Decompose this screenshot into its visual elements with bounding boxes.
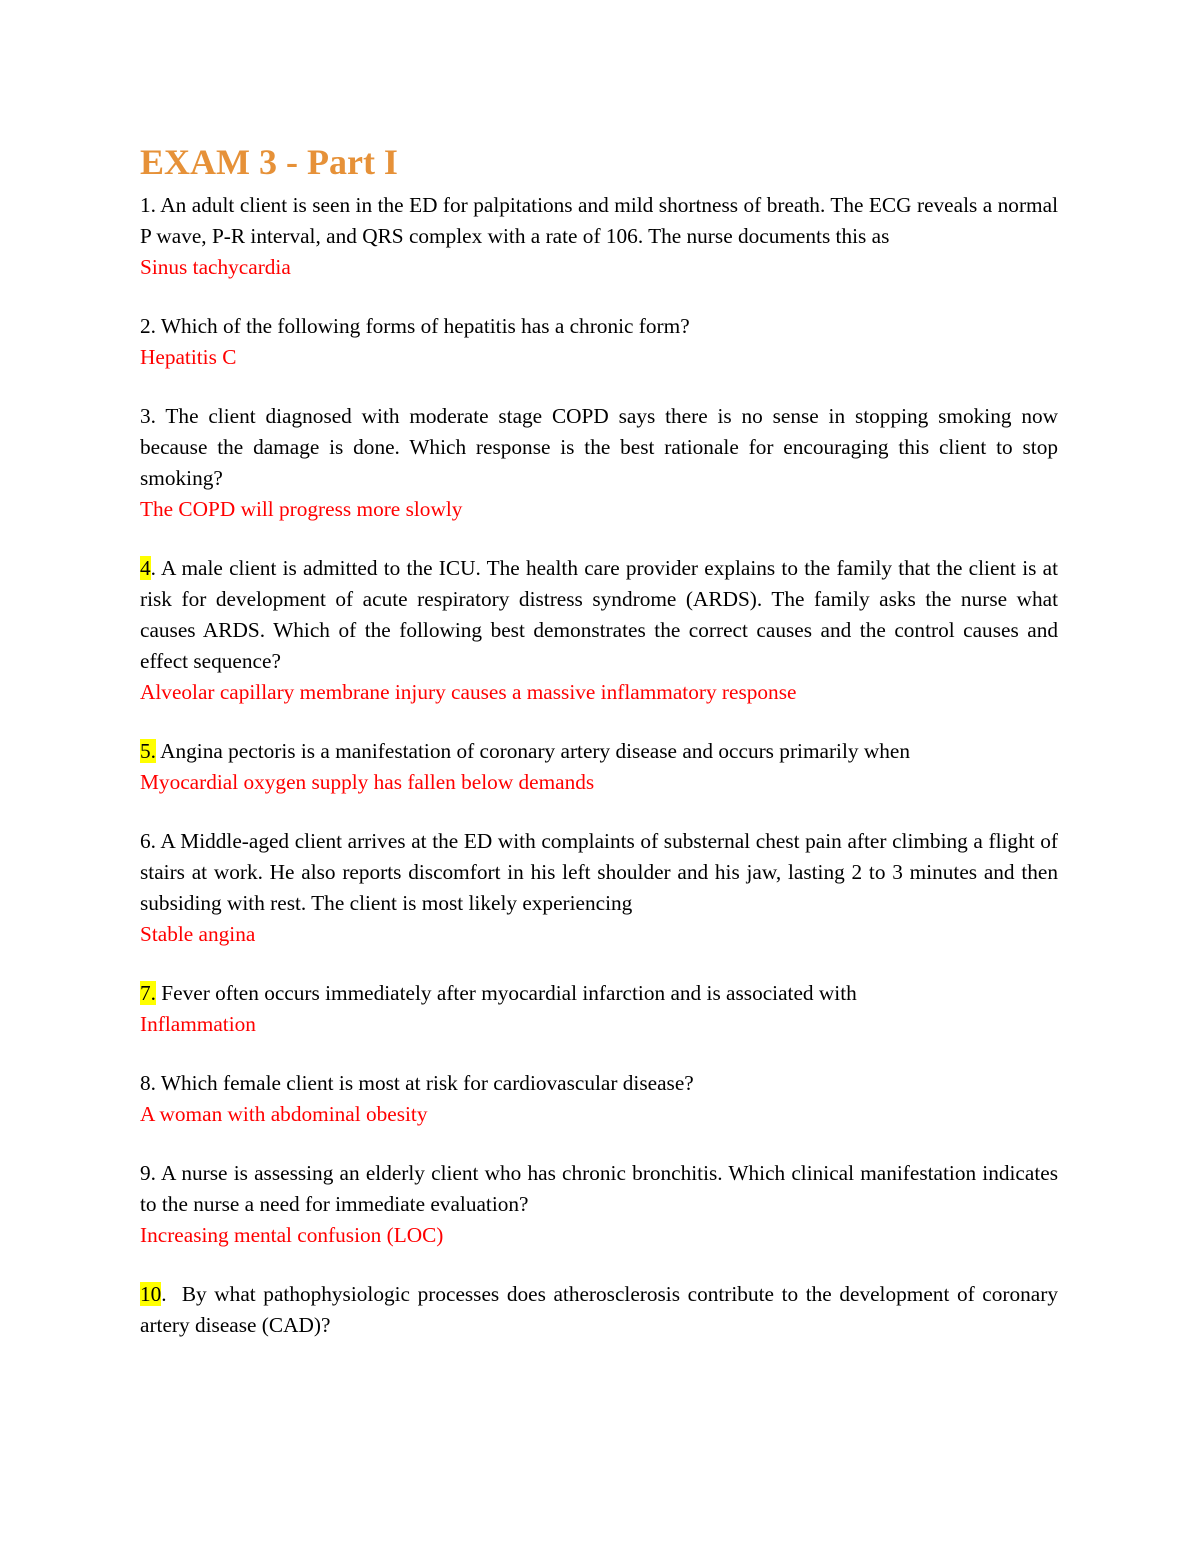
question-number-separator: . (150, 193, 156, 217)
answer-text: Increasing mental confusion (LOC) (140, 1223, 444, 1247)
question-number: 1 (140, 193, 151, 217)
question-number: 3 (140, 404, 151, 428)
question-text (140, 1068, 1058, 1099)
answer-text: Inflammation (140, 1012, 256, 1036)
question-text (140, 311, 1058, 342)
question-body: By what pathophysiologic processes does atherosclerosis contribute to the development of coronary artery disease (CAD)? (140, 1282, 1064, 1337)
question-number-separator: . (150, 1161, 156, 1185)
question-list (140, 190, 1064, 1341)
question-number: 5. (140, 739, 156, 763)
question-text (140, 190, 1064, 252)
question-number-separator: . (161, 1282, 167, 1306)
question-number: 4 (140, 556, 151, 580)
question-body: An adult client is seen in the ED for palpitations and mild shortness of breath. The ECG reveals a normal P wave, P-R interval, and QRS complex with a rate of 106. The nurse documents this as (140, 193, 1064, 248)
page-title: EXAM 3 - Part I (140, 142, 398, 182)
question-number: 10 (140, 1282, 162, 1306)
question-text (140, 1158, 1064, 1220)
question-body: A male client is admitted to the ICU. The health care provider explains to the family that the client is at risk for development of acute respiratory distress syndrome (ARDS). The family asks the nurse what causes ARDS. Which of the following best demonstrates the correct causes and the control causes and effect sequence? (140, 556, 1064, 673)
question-body: A Middle-aged client arrives at the ED with complaints of substernal chest pain after climbing a flight of stairs at work. He also reports discomfort in his left shoulder and his jaw, lasting 2 to 3 minutes and then subsiding with rest. The client is most likely experiencing (140, 829, 1064, 915)
question-number-separator: . (150, 314, 156, 338)
question-number: 8 (140, 1071, 151, 1095)
question-number-separator: . (150, 1071, 156, 1095)
question-number: 2 (140, 314, 151, 338)
answer-text: Stable angina (140, 922, 256, 946)
question-item (140, 1279, 1064, 1341)
question-body: The client diagnosed with moderate stage COPD says there is no sense in stopping smoking now because the damage is done. Which response is the best rationale for encouraging this client to stop smoking? (140, 404, 1064, 490)
answer-text: The COPD will progress more slowly (140, 497, 463, 521)
question-number-separator: . (150, 829, 156, 853)
question-body: Which of the following forms of hepatitis has a chronic form? (155, 314, 690, 338)
answer-text: Alveolar capillary membrane injury causes a massive inflammatory response (140, 680, 797, 704)
question-number: 7. (140, 981, 156, 1005)
question-item (140, 311, 1058, 373)
question-body: Which female client is most at risk for cardiovascular disease? (155, 1071, 694, 1095)
question-text (140, 553, 1064, 677)
question-text (140, 736, 1058, 767)
question-number-separator: . (150, 556, 156, 580)
question-number: 9 (140, 1161, 151, 1185)
question-item (140, 826, 1064, 950)
question-item (140, 978, 1058, 1040)
question-item (140, 401, 1064, 525)
question-text (140, 401, 1064, 494)
question-text (140, 978, 1058, 1009)
question-body: Angina pectoris is a manifestation of coronary artery disease and occurs primarily when (155, 739, 910, 763)
answer-text: Hepatitis C (140, 345, 237, 369)
question-number: 6 (140, 829, 151, 853)
answer-text: Myocardial oxygen supply has fallen below demands (140, 770, 595, 794)
question-item (140, 553, 1064, 708)
question-item (140, 190, 1064, 283)
question-text (140, 1279, 1064, 1341)
question-number-separator: . (150, 404, 156, 428)
answer-text: A woman with abdominal obesity (140, 1102, 428, 1126)
question-item (140, 1068, 1058, 1130)
question-item (140, 1158, 1064, 1251)
question-text (140, 826, 1064, 919)
document-page (140, 138, 1064, 1369)
question-body: A nurse is assessing an elderly client who has chronic bronchitis. Which clinical manifestation indicates to the nurse a need for immediate evaluation? (140, 1161, 1064, 1216)
answer-text: Sinus tachycardia (140, 255, 291, 279)
question-body: Fever often occurs immediately after myocardial infarction and is associated with (155, 981, 857, 1005)
question-item (140, 736, 1058, 798)
